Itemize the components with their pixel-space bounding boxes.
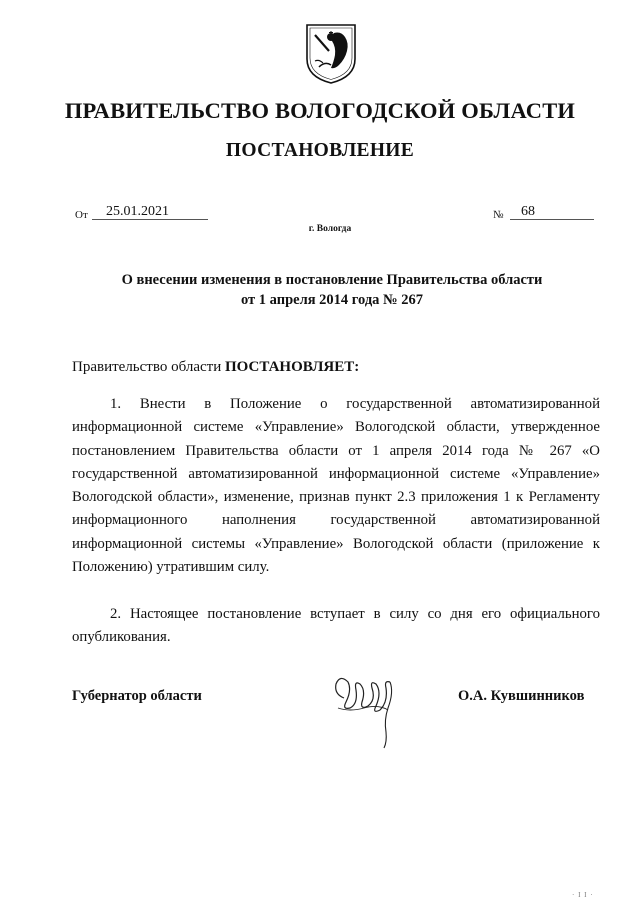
organization-title: ПРАВИТЕЛЬСТВО ВОЛОГОДСКОЙ ОБЛАСТИ [64,98,576,123]
signer-position: Губернатор области [72,688,202,704]
preamble-resolves: ПОСТАНОВЛЯЕТ: [224,359,360,375]
date-label: От [75,209,88,221]
document-subject [0,270,640,310]
subject-line-2: от 1 апреля 2014 года № 267 [240,292,424,308]
paragraph-2: 2. Настоящее постановление вступает в силу со дня его официального опубликования. [72,606,600,646]
preamble-text: Правительство области [72,359,225,375]
preamble [72,359,359,376]
footer-mark: · I I · [572,891,594,899]
paragraph-1: 1. Внести в Положение о государственной автоматизированной информационной системе «Управление» Вологодской области, утвержденное постановлением Правительства области от 1 апреля 2014 года № 267 «О государственной автоматизированной информационной системе «Управление» Вологодской области», изменение, признав пункт 2.3 приложения 1 к Регламенту информационного наполнения государственной автоматизированной информационной системы «Управление» Вологодской области (приложение к Положению) утратившим силу. [72,396,600,576]
document-type: ПОСТАНОВЛЕНИЕ [225,140,415,161]
city-label: г. Вологда [308,224,352,234]
coat-of-arms-emblem [301,21,361,85]
signer-name: О.А. Кувшинников [458,688,585,704]
number-label: № [493,209,504,221]
handwritten-signature [330,668,410,750]
date-value: 25.01.2021 [92,204,208,220]
number-value: 68 [510,204,594,220]
subject-line-1: О внесении изменения в постановление Правительства области [121,272,543,288]
